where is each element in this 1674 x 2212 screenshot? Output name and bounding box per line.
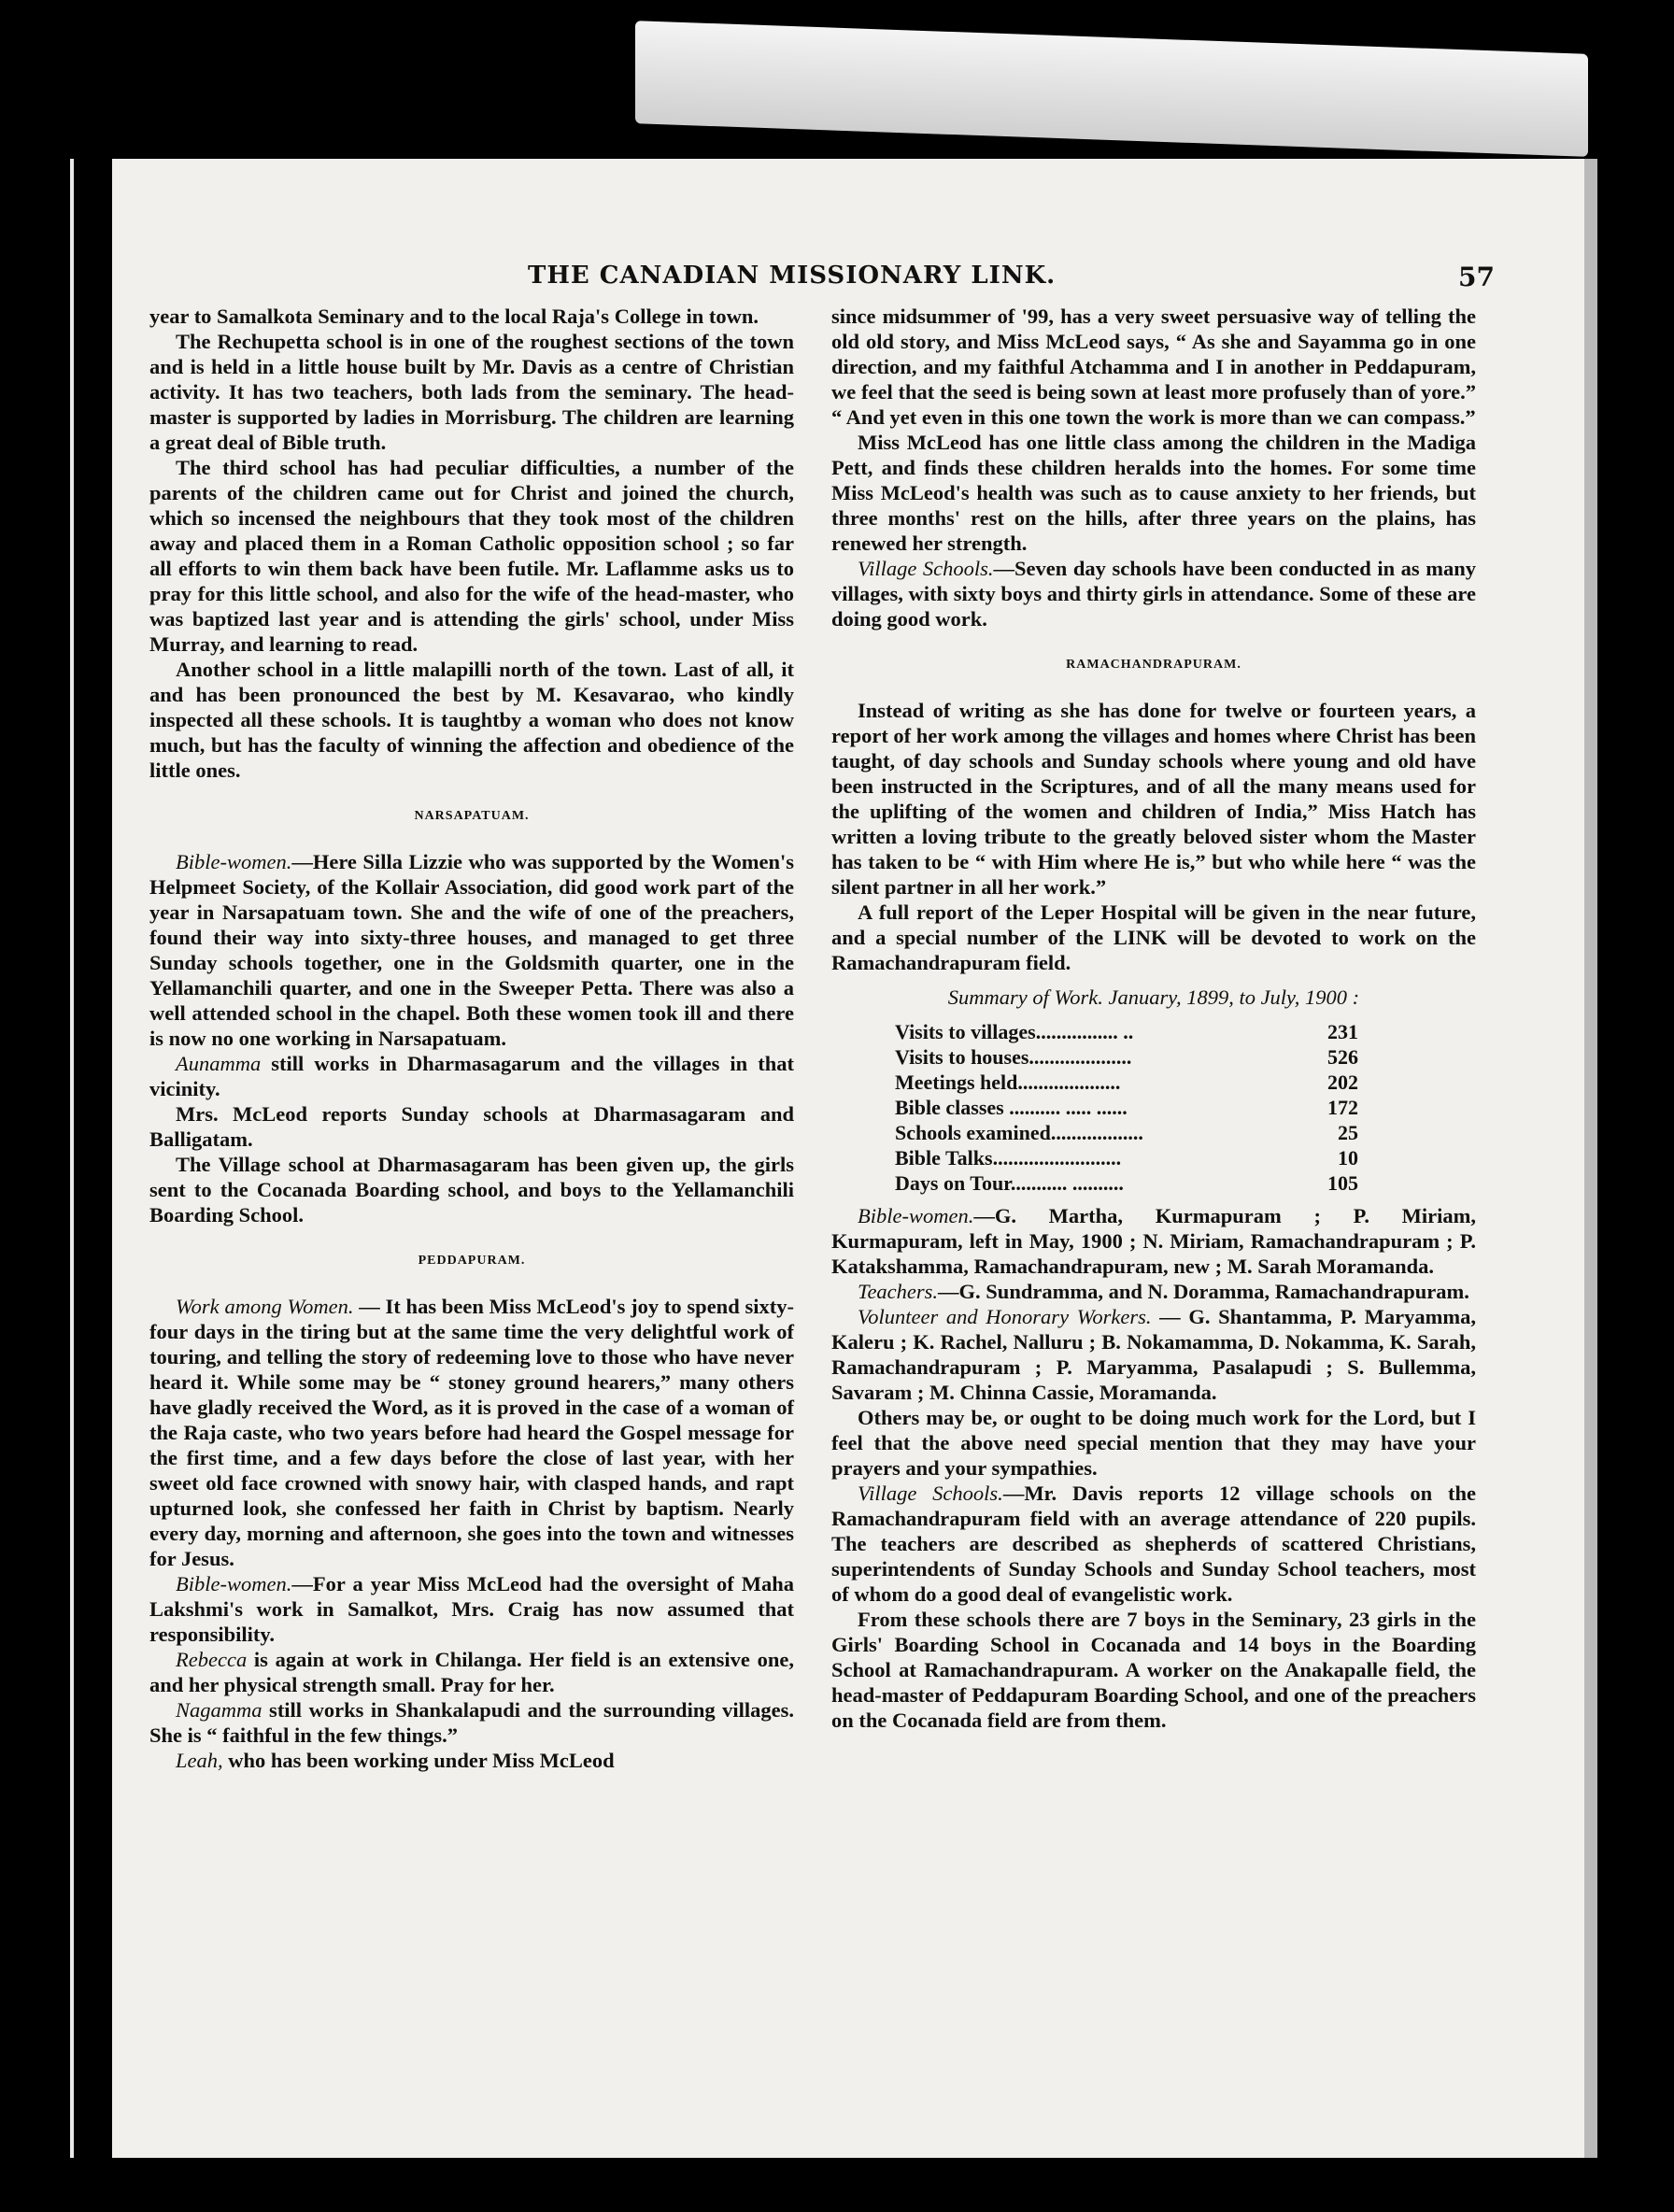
paragraph xyxy=(149,1051,794,1101)
paragraph xyxy=(831,556,1476,631)
running-title: THE CANADIAN MISSIONARY LINK. xyxy=(528,262,1057,290)
paragraph-lead: Bible-women. xyxy=(176,1572,292,1595)
paragraph-lead: Village Schools. xyxy=(858,1482,1003,1505)
paragraph-text: who has been working under Miss McLeod xyxy=(222,1749,615,1772)
paragraph xyxy=(831,304,1476,430)
paragraph-lead: Leah, xyxy=(176,1749,223,1772)
paragraph xyxy=(149,1294,794,1571)
paragraph-text: Instead of writing as she has done for twelve or fourteen years, a report of her work among the villages and homes where Christ has been taught, of day schools and Sunday schools where young and old have been instructed in the Scriptures, and of all the many means used for the uplifting of the women and children of India,” Miss Hatch has written a loving tribute to the greatly beloved sister whom the Master has taken to be “ with Him where He is,” but who while here “ was the silent partner in all her work.” xyxy=(831,699,1476,899)
paragraph xyxy=(831,1481,1476,1607)
paragraph xyxy=(149,329,794,455)
summary-row xyxy=(895,1019,1358,1044)
paragraph xyxy=(149,849,794,1051)
page-gutter-line xyxy=(70,159,74,2158)
paragraph-text: Others may be, or ought to be doing much work for the Lord, but I feel that the above need special mention that they may have your prayers and your sympathies. xyxy=(831,1406,1476,1480)
paragraph xyxy=(831,1279,1476,1304)
paragraph xyxy=(149,1697,794,1748)
document-page xyxy=(112,159,1597,2158)
page-number: 57 xyxy=(1458,262,1495,292)
paragraph-text: —Seven day schools have been conducted in as many villages, with sixty boys and thirty girls in attendance. Some of these are doing good work. xyxy=(831,557,1477,631)
summary-value: 172 xyxy=(1327,1096,1358,1119)
summary-row xyxy=(895,1145,1358,1170)
section-heading: PEDDAPURAM. xyxy=(418,1254,526,1268)
paragraph xyxy=(831,430,1476,556)
paragraph xyxy=(149,1152,794,1227)
paragraph xyxy=(149,455,794,657)
paragraph-text: —Here Silla Lizzie who was supported by the Women's Helpmeet Society, of the Kollair Association, did good work part of the year in Narsapatuam town. She and the wife of one of the preachers, found their way into sixty-three houses, and managed to get three Sunday schools together, one in the Goldsmith quarter, one in the Yellamanchili quarter, and one in the Sweeper Petta. There was also a well attended school in the chapel. Both these women took ill and there is now no one working in Narsapatuam. xyxy=(149,850,794,1050)
section-heading: NARSAPATUAM. xyxy=(414,809,530,823)
summary-value: 526 xyxy=(1327,1045,1358,1069)
summary-row xyxy=(895,1095,1358,1120)
paragraph-text: is again at work in Chilanga. Her field is an extensive one, and her physical strength small. Pray for her. xyxy=(149,1648,794,1696)
paragraph-lead: Bible-women. xyxy=(858,1204,974,1227)
paragraph-text: Another school in a little malapilli north of the town. Last of all, it and has been pronounced the best by M. Kesavarao, who kindly inspected all these schools. It is taughtby a woman who does not know much, but has the faculty of winning the affection and obedience of the little ones. xyxy=(149,658,794,782)
paragraph-text: still works in Shankalapudi and the surrounding villages. She is “ faithful in the few things.” xyxy=(149,1698,794,1747)
paragraph-text: year to Samalkota Seminary and to the local Raja's College in town. xyxy=(149,305,759,328)
paragraph-text: — G. Shantamma, P. Maryamma, Kaleru ; K. Rachel, Nalluru ; B. Nokamamma, D. Nokamma, K. Sarah, Ramachandrapuram ; P. Maryamma, Pasalapudi ; S. Bullemma, Savaram ; M. Chinna Cassie, Moramanda. xyxy=(831,1305,1476,1404)
paragraph-text: still works in Dharmasagarum and the villages in that vicinity. xyxy=(149,1052,794,1100)
page-header xyxy=(112,262,1597,299)
summary-label: Days on Tour........... .......... xyxy=(895,1171,1124,1195)
right-column xyxy=(831,304,1476,1733)
paragraph-lead: Bible-women. xyxy=(176,850,292,873)
paragraph xyxy=(831,1304,1476,1405)
summary-label: Schools examined.................. xyxy=(895,1121,1143,1144)
paragraph-lead: Nagamma xyxy=(176,1698,262,1722)
paragraph xyxy=(149,1101,794,1152)
paragraph-lead: Teachers. xyxy=(858,1280,939,1303)
paragraph-text: —For a year Miss McLeod had the oversight of Maha Lakshmi's work in Samalkot, Mrs. Craig has now assumed that responsibility. xyxy=(149,1572,794,1646)
paragraph-lead: Rebecca xyxy=(176,1648,248,1671)
paragraph-lead: Aunamma xyxy=(176,1052,262,1075)
paragraph xyxy=(831,900,1476,975)
paragraph-text: —G. Martha, Kurmapuram ; P. Miriam, Kurmapuram, left in May, 1900 ; N. Miriam, Ramachandrapuram ; P. Katakshamma, Ramachandrapuram, new ; M. Sarah Moramanda. xyxy=(831,1204,1476,1278)
paragraph-text: — It has been Miss McLeod's joy to spend sixty-four days in the tiring but at the same time the very delightful work of touring, and telling the story of redeeming love to those who have never heard it. While some may be “ stoney ground hearers,” many others have gladly received the Word, as it is proved in the case of a woman of the Raja caste, who two years before had heard the Gospel message for the first time, and a few days before the close of last year, with her sweet old face crowned with snowy hair, with clasped hands, and rapt upturned look, she confessed her faith in Christ by baptism. Nearly every day, morning and afternoon, she goes into the town and witnesses for Jesus. xyxy=(149,1295,794,1570)
summary-label: Visits to houses.................... xyxy=(895,1045,1132,1069)
summary-label: Bible classes .......... ..... ...... xyxy=(895,1096,1128,1119)
left-column xyxy=(149,304,794,1773)
summary-row xyxy=(895,1170,1358,1196)
paragraph-text: since midsummer of '99, has a very sweet persuasive way of telling the old old story, and Miss McLeod says, “ As she and Sayamma go in one direction, and my faithful Atchamma and I in another in Peddapuram, we feel that the seed is being sown at least more profusely than of yore.” “ And yet even in this one town the work is more than we can compass.” xyxy=(831,305,1476,429)
paragraph xyxy=(149,304,794,329)
summary-label: Visits to villages................ .. xyxy=(895,1020,1134,1043)
paragraph-text: From these schools there are 7 boys in the Seminary, 23 girls in the Girls' Boarding School in Cocanada and 14 boys in the Boarding School at Ramachandrapuram. A worker on the Anakapalle field, the head-master of Peddapuram Boarding School, and one of the preachers on the Cocanada field are from them. xyxy=(831,1608,1476,1732)
paragraph-text: —Mr. Davis reports 12 village schools on the Ramachandrapuram field with an average attendance of 220 pupils. The teachers are described as shepherds of scattered Christians, superintendents of Sunday Schools and Sunday School teachers, most of whom do a good deal of evangelistic work. xyxy=(831,1482,1476,1606)
paragraph xyxy=(149,1748,794,1773)
paragraph-lead: Volunteer and Honorary Workers. xyxy=(858,1305,1152,1328)
section-heading: RAMACHANDRAPURAM. xyxy=(1066,658,1241,672)
summary-label: Meetings held.................... xyxy=(895,1071,1121,1094)
paragraph-lead: Work among Women. xyxy=(176,1295,354,1318)
paragraph xyxy=(831,1203,1476,1279)
summary-title: Summary of Work. January, 1899, to July, 1900 : xyxy=(947,985,1360,1009)
paragraph xyxy=(149,657,794,783)
paragraph xyxy=(831,698,1476,900)
summary-label: Bible Talks......................... xyxy=(895,1146,1122,1170)
paragraph-text: A full report of the Leper Hospital will be given in the near future, and a special number of the LINK will be devoted to work on the Ramachandrapuram field. xyxy=(831,900,1476,974)
paragraph-text: —G. Sundramma, and N. Doramma, Ramachandrapuram. xyxy=(938,1280,1469,1303)
summary-row xyxy=(895,1070,1358,1095)
paragraph-text: The Rechupetta school is in one of the roughest sections of the town and is held in a little house built by Mr. Davis as a centre of Christian activity. It has two teachers, both lads from the seminary. The head-master is supported by ladies in Morrisburg. The children are learning a great deal of Bible truth. xyxy=(149,330,794,454)
paragraph-text: Miss McLeod has one little class among the children in the Madiga Pett, and finds these children heralds into the homes. For some time Miss McLeod's health was such as to cause anxiety to her friends, but three months' rest on the hills, after three years on the plains, has renewed her strength. xyxy=(831,431,1476,555)
summary-row xyxy=(895,1044,1358,1070)
summary-value: 25 xyxy=(1338,1121,1358,1144)
summary-value: 231 xyxy=(1327,1020,1358,1043)
paragraph-text: Mrs. McLeod reports Sunday schools at Dharmasagaram and Balligatam. xyxy=(149,1102,794,1151)
paragraph xyxy=(831,1607,1476,1733)
paragraph xyxy=(149,1647,794,1697)
summary-value: 10 xyxy=(1338,1146,1358,1170)
summary-table xyxy=(895,1019,1358,1196)
summary-value: 105 xyxy=(1327,1171,1358,1195)
paragraph-lead: Village Schools. xyxy=(858,557,994,580)
paragraph xyxy=(149,1571,794,1647)
paragraph-text: The Village school at Dharmasagaram has been given up, the girls sent to the Cocanada Boarding school, and boys to the Yellamanchili Boarding School. xyxy=(149,1153,794,1227)
summary-row xyxy=(895,1120,1358,1145)
summary-value: 202 xyxy=(1327,1071,1358,1094)
paragraph xyxy=(831,1405,1476,1481)
paragraph-text: The third school has had peculiar difficulties, a number of the parents of the children came out for Christ and joined the church, which so incensed the neighbours that they took most of the children away and placed them in a Roman Catholic opposition school ; so far all efforts to win them back have been futile. Mr. Laflamme asks us to pray for this little school, and also for the wife of the head-master, who was baptized last year and is attending the girls' school, under Miss Murray, and learning to read. xyxy=(149,456,794,656)
folded-page-tab xyxy=(635,21,1588,157)
